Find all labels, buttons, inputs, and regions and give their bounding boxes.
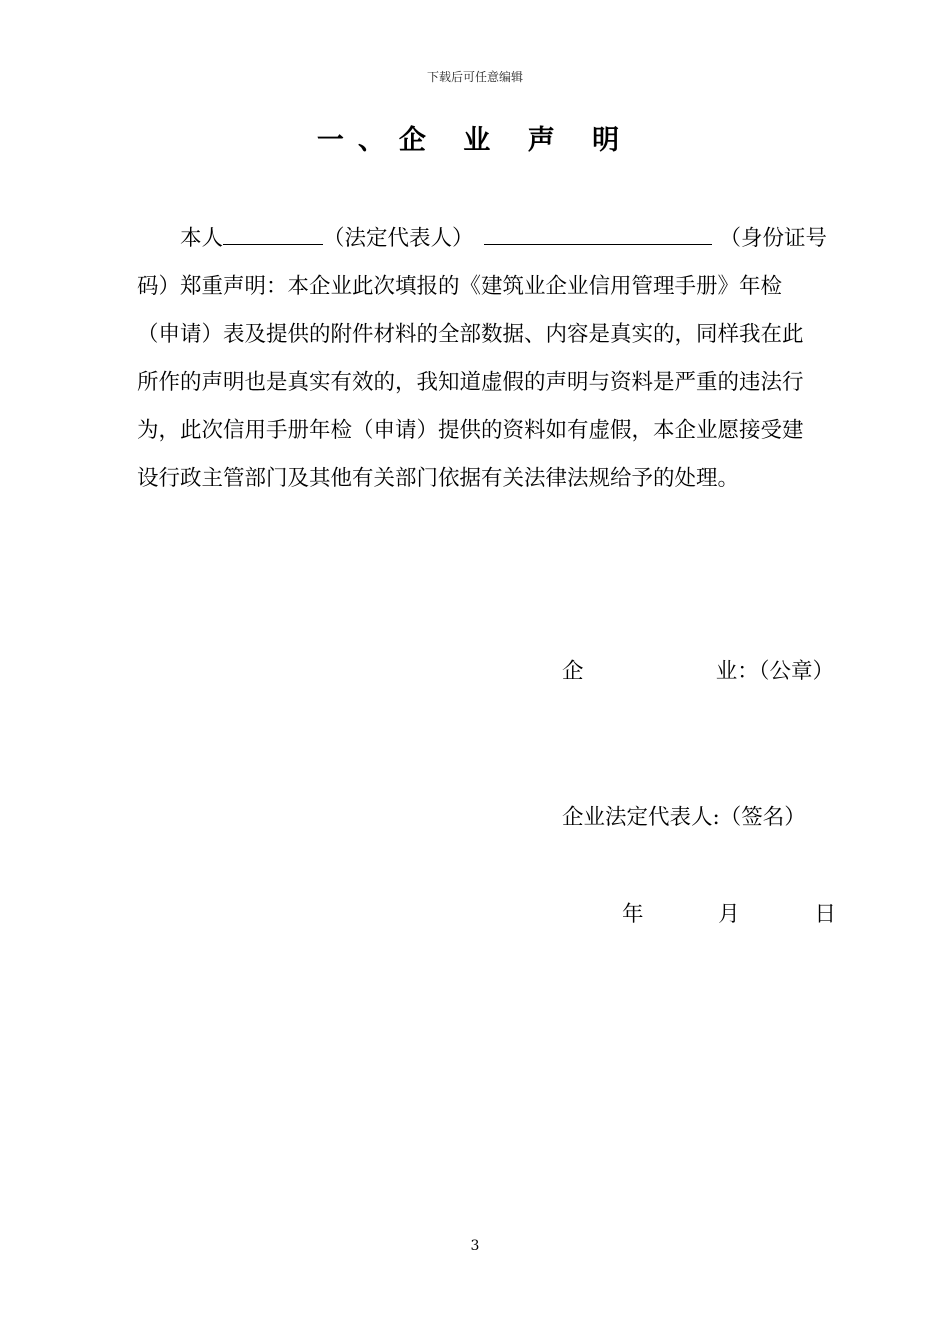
- id-number-blank[interactable]: [484, 222, 712, 245]
- declaration-paragraph: [137, 215, 837, 503]
- company-seal-line: [562, 654, 834, 685]
- declaration-legal-rep-label: （法定代表人）: [323, 226, 474, 251]
- declaration-text: （申请）表及提供的附件材料的全部数据、内容是真实的，同样我在此: [137, 322, 804, 347]
- page-number: 3: [470, 1238, 480, 1254]
- page-title: 一、企 业 声 明: [316, 125, 634, 156]
- name-blank[interactable]: [223, 222, 323, 245]
- company-label-right: 业：（公章）: [715, 659, 834, 684]
- header-note: 下载后可任意编辑: [426, 70, 523, 84]
- declaration-line-5: [137, 407, 837, 455]
- declaration-line-6: [137, 455, 837, 503]
- date-line: [622, 897, 836, 928]
- declaration-prefix: 本人: [180, 226, 224, 251]
- declaration-text: 码）郑重声明：本企业此次填报的《建筑业企业信用管理手册》年检: [137, 274, 783, 299]
- date-month-label: 月: [718, 902, 740, 927]
- declaration-line-1: [137, 215, 837, 263]
- declaration-line-3: [137, 311, 837, 359]
- company-label-left: 企: [562, 659, 584, 684]
- declaration-text: 所作的声明也是真实有效的，我知道虚假的声明与资料是严重的违法行: [137, 370, 804, 395]
- date-year-label: 年: [622, 902, 644, 927]
- declaration-line-2: [137, 263, 837, 311]
- declaration-line-4: [137, 359, 837, 407]
- legal-rep-signature-line: 企业法定代表人:（签名）: [562, 805, 806, 830]
- date-day-label: 日: [814, 902, 836, 927]
- declaration-id-label: （身份证号: [719, 226, 828, 251]
- declaration-text: 设行政主管部门及其他有关部门依据有关法律法规给予的处理。: [137, 466, 740, 491]
- declaration-text: 为，此次信用手册年检（申请）提供的资料如有虚假，本企业愿接受建: [137, 418, 804, 443]
